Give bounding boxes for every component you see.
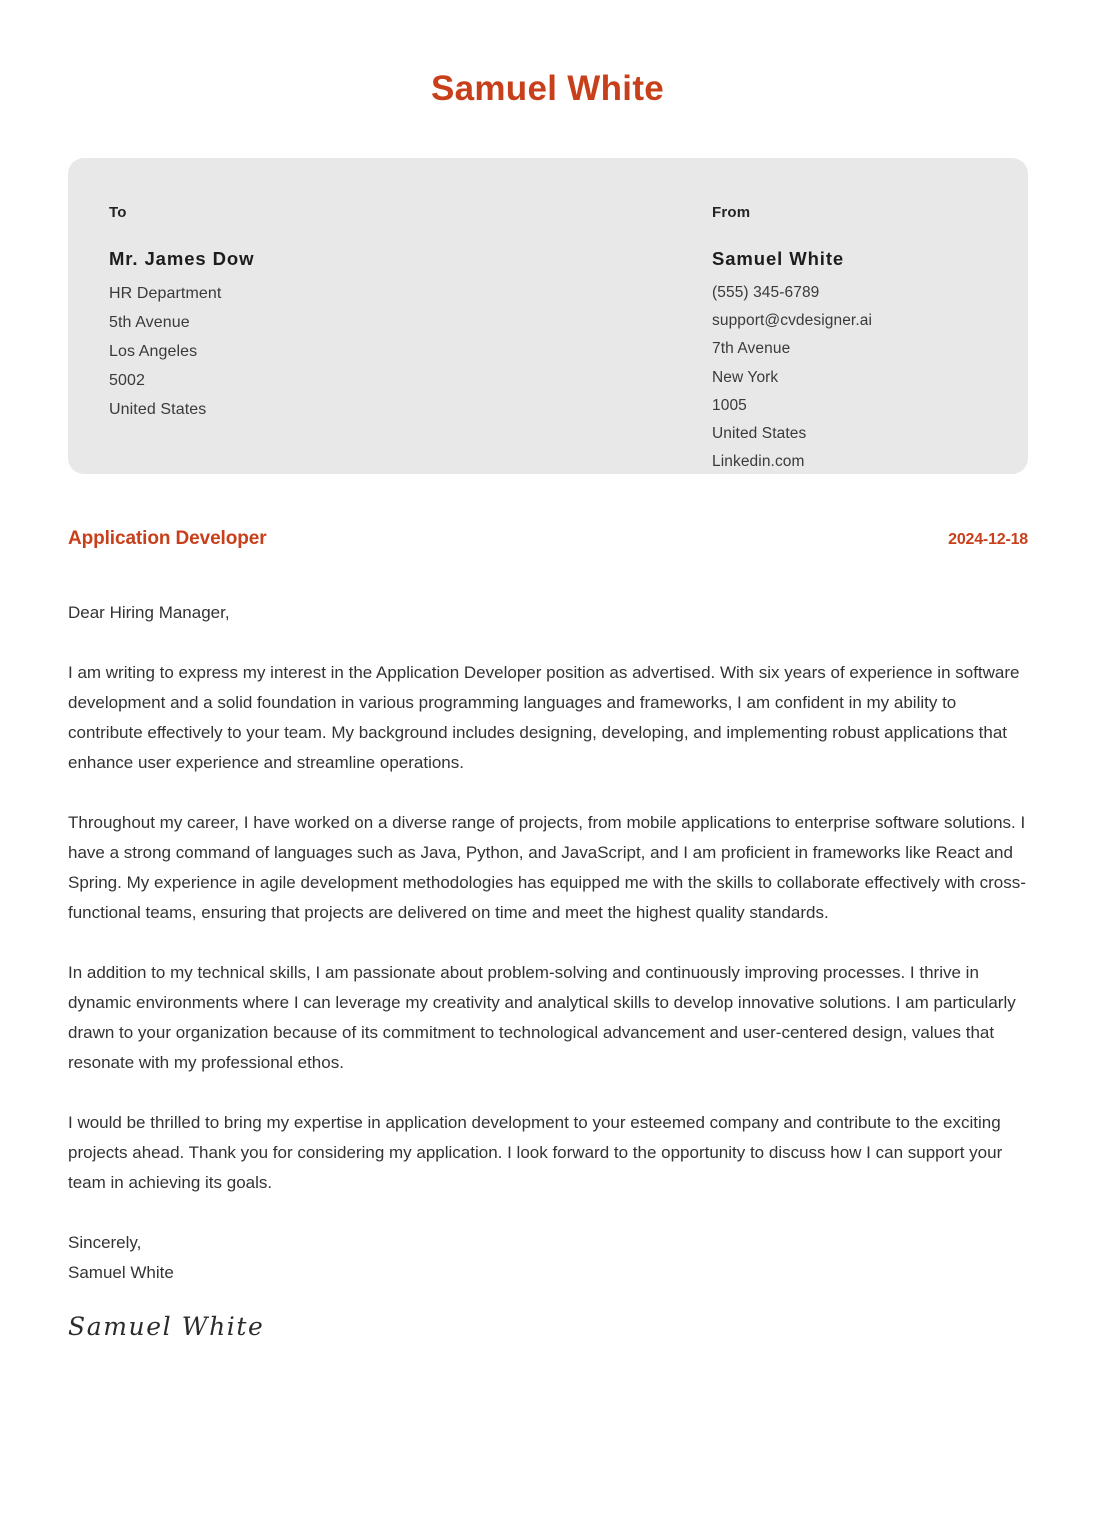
salutation: Dear Hiring Manager, [68,603,230,622]
sender-line: 7th Avenue [712,340,791,358]
closing-name: Samuel White [68,1263,174,1282]
recipient-line: 5th Avenue [109,314,190,332]
sender-website: Linkedin.com [712,453,805,471]
page-title: Samuel White [430,69,665,108]
recipient-line: United States [109,401,207,419]
sender-heading: From [712,204,751,221]
body-paragraph: Throughout my career, I have worked on a diverse range of projects, from mobile applications to enterprise software solutions. I have a strong command of languages such as Java, Python, and JavaScript, and I am proficient in frameworks like React and Spring. My experience in agile development methodologies has equipped me with the skills to collaborate effectively with cross-functional teams, ensuring that projects are delivered on time and meet the highest quality standards. [68,813,1026,922]
recipient-address-block [109,204,509,425]
signature: Samuel White [68,1312,265,1341]
recipient-heading: To [109,204,127,221]
closing-salutation: Sincerely, [68,1233,142,1252]
sender-line: 1005 [712,396,747,414]
sender-name: Samuel White [712,248,845,269]
body-paragraph: In addition to my technical skills, I am passionate about problem-solving and continuously improving processes. I thrive in dynamic environments where I can leverage my creativity and analytical skills to develop innovative solutions. I am particularly drawn to your organization because of its commitment to technological advancement and user-centered design, values that resonate with my professional ethos. [68,963,1016,1072]
sender-line: New York [712,368,779,386]
recipient-line: Los Angeles [109,343,198,361]
letter-date: 2024-12-18 [948,531,1028,548]
sender-address-block [712,204,1042,476]
letter-body [68,598,1028,1342]
closing-block [68,1228,1028,1288]
sender-phone: (555) 345-6789 [712,283,820,301]
body-paragraph: I am writing to express my interest in the Application Developer position as advertised. With six years of experience in software development and a solid foundation in various programming languages and frameworks, I am confident in my ability to contribute effectively to your team. My background includes designing, developing, and implementing robust applications that enhance user experience and streamline operations. [68,663,1020,772]
subject-row [68,528,1028,550]
recipient-line: 5002 [109,372,145,390]
recipient-name: Mr. James Dow [109,248,255,269]
body-paragraph: I would be thrilled to bring my expertise in application development to your esteemed company and contribute to the exciting projects ahead. Thank you for considering my application. I look forward to the opportunity to discuss how I can support your team in achieving its goals. [68,1113,1003,1192]
sender-email: support@cvdesigner.ai [712,312,873,330]
address-panel [68,158,1028,474]
job-title: Application Developer [68,528,267,549]
sender-line: United States [712,424,807,442]
recipient-line: HR Department [109,284,222,302]
